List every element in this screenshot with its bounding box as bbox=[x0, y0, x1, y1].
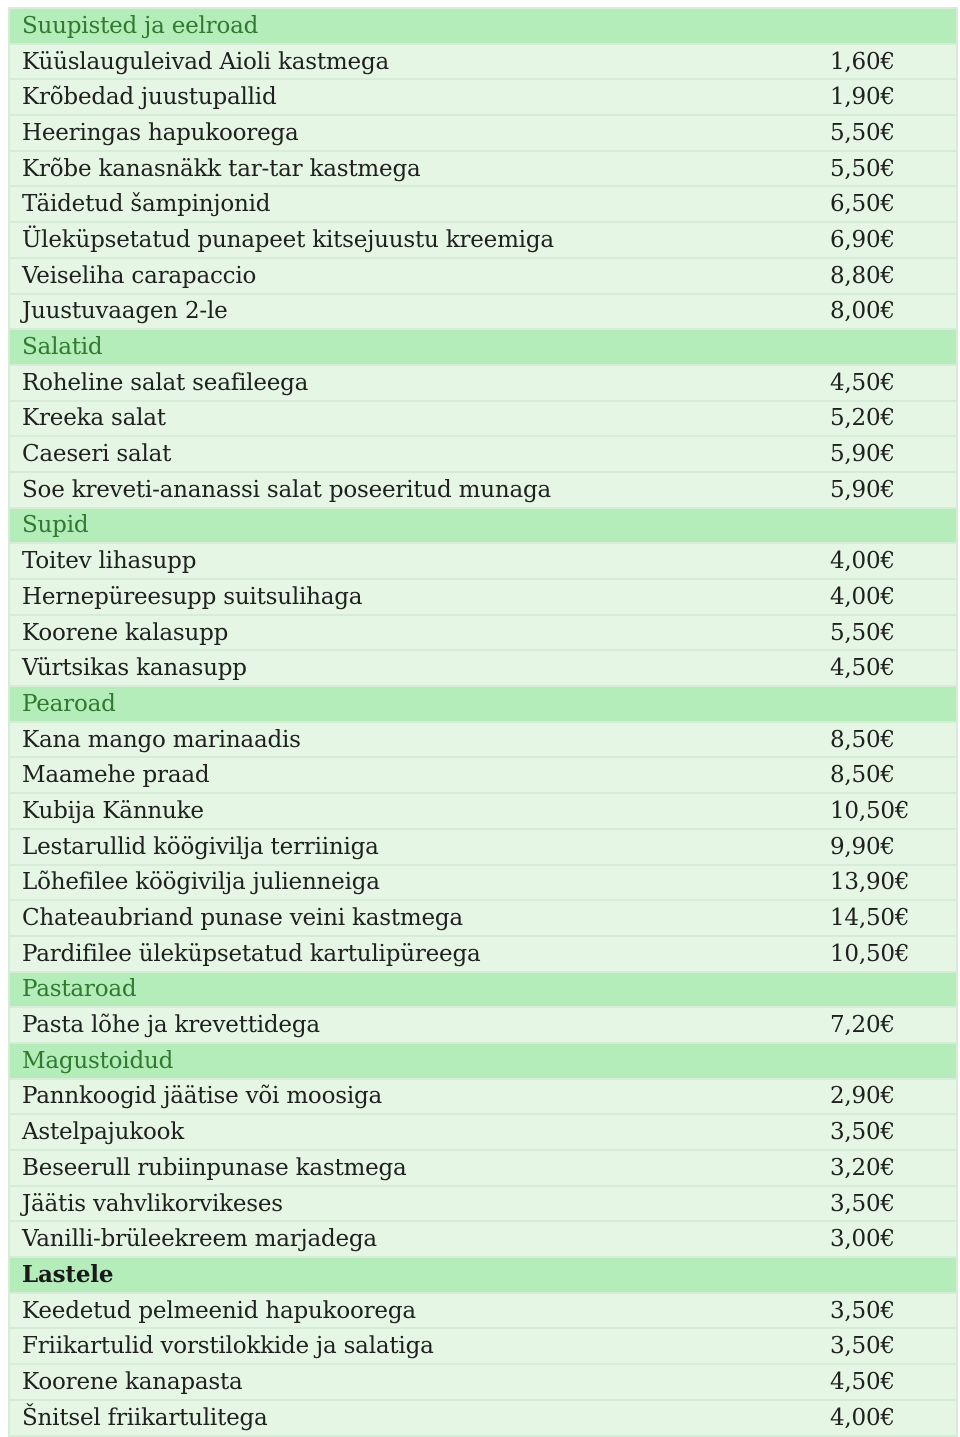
menu-item-row bbox=[10, 1292, 956, 1328]
menu-item-name: Krõbedad juustupallid bbox=[22, 84, 277, 111]
menu-item-price: 5,90€ bbox=[830, 441, 895, 468]
menu-item-row bbox=[10, 649, 956, 685]
menu-item-row bbox=[10, 1113, 956, 1149]
menu-item-price: 4,50€ bbox=[830, 369, 895, 396]
menu-item-row bbox=[10, 542, 956, 578]
menu-item-price: 5,50€ bbox=[830, 619, 895, 646]
section-header bbox=[10, 328, 956, 364]
menu-item-price: 8,00€ bbox=[830, 298, 895, 325]
menu-item-name: Pasta lõhe ja krevettidega bbox=[22, 1012, 320, 1039]
menu-item-price: 5,90€ bbox=[830, 476, 895, 503]
menu-item-price: 9,90€ bbox=[830, 833, 895, 860]
menu-item-name: Astelpajukook bbox=[22, 1119, 184, 1146]
menu-item-price: 6,50€ bbox=[830, 191, 895, 218]
menu-item-name: Kana mango marinaadis bbox=[22, 726, 301, 753]
menu-item-price: 8,50€ bbox=[830, 726, 895, 753]
menu-item-name: Friikartulid vorstilokkide ja salatiga bbox=[22, 1333, 434, 1360]
menu-item-price: 5,50€ bbox=[830, 155, 895, 182]
section-title: Salatid bbox=[22, 334, 103, 361]
menu-item-row bbox=[10, 471, 956, 507]
menu-item-name: Pannkoogid jäätise või moosiga bbox=[22, 1083, 383, 1110]
section-header bbox=[10, 7, 956, 43]
menu-item-row bbox=[10, 257, 956, 293]
menu-item-name: Keedetud pelmeenid hapukoorega bbox=[22, 1297, 416, 1324]
menu-item-name: Maamehe praad bbox=[22, 762, 210, 789]
menu-item-price: 3,50€ bbox=[830, 1119, 895, 1146]
menu-item-name: Hernepüreesupp suitsulihaga bbox=[22, 583, 363, 610]
menu-item-name: Täidetud šampinjonid bbox=[22, 191, 271, 218]
section-header bbox=[10, 1042, 956, 1078]
menu-item-row bbox=[10, 1078, 956, 1114]
menu-item-row bbox=[10, 221, 956, 257]
menu-item-row bbox=[10, 935, 956, 971]
menu-item-name: Vanilli-brüleekreem marjadega bbox=[22, 1226, 377, 1253]
menu-item-price: 14,50€ bbox=[830, 905, 910, 932]
menu-item-row bbox=[10, 435, 956, 471]
menu-item-name: Vürtsikas kanasupp bbox=[22, 655, 247, 682]
menu-item-row bbox=[10, 792, 956, 828]
menu-item-price: 3,20€ bbox=[830, 1154, 895, 1181]
menu-item-name: Caeseri salat bbox=[22, 441, 172, 468]
menu-item-price: 7,20€ bbox=[830, 1012, 895, 1039]
menu-item-price: 4,00€ bbox=[830, 1404, 895, 1431]
section-title: Lastele bbox=[22, 1261, 114, 1289]
menu-item-price: 1,90€ bbox=[830, 84, 895, 111]
menu-item-row bbox=[10, 293, 956, 329]
menu-item-price: 10,50€ bbox=[830, 940, 910, 967]
menu-item-price: 3,50€ bbox=[830, 1333, 895, 1360]
section-header bbox=[10, 1256, 956, 1292]
menu-item-price: 8,80€ bbox=[830, 262, 895, 289]
section-header bbox=[10, 507, 956, 543]
menu-item-row bbox=[10, 614, 956, 650]
menu-item-price: 3,50€ bbox=[830, 1190, 895, 1217]
menu-item-row bbox=[10, 1149, 956, 1185]
section-title: Pearoad bbox=[22, 690, 116, 717]
menu-item-row bbox=[10, 185, 956, 221]
menu-item-row bbox=[10, 756, 956, 792]
menu-item-name: Pardifilee üleküpsetatud kartulipüreega bbox=[22, 940, 481, 967]
menu-item-row bbox=[10, 43, 956, 79]
menu-item-price: 4,50€ bbox=[830, 1368, 895, 1395]
section-header bbox=[10, 971, 956, 1007]
menu-item-row bbox=[10, 78, 956, 114]
menu-item-row bbox=[10, 1399, 956, 1435]
menu-item-row bbox=[10, 899, 956, 935]
menu-item-name: Jäätis vahvlikorvikeses bbox=[22, 1190, 283, 1217]
menu-item-name: Lõhefilee köögivilja julienneiga bbox=[22, 869, 380, 896]
menu-item-price: 3,00€ bbox=[830, 1226, 895, 1253]
menu-item-row bbox=[10, 114, 956, 150]
menu-item-row bbox=[10, 1185, 956, 1221]
menu-item-row bbox=[10, 828, 956, 864]
menu-item-price: 6,90€ bbox=[830, 226, 895, 253]
menu-item-name: Soe kreveti-ananassi salat poseeritud munaga bbox=[22, 476, 552, 503]
menu-item-price: 3,50€ bbox=[830, 1297, 895, 1324]
menu-item-name: Toitev lihasupp bbox=[22, 548, 197, 575]
section-title: Pastaroad bbox=[22, 976, 137, 1003]
menu-item-name: Beseerull rubiinpunase kastmega bbox=[22, 1154, 407, 1181]
menu-item-row bbox=[10, 864, 956, 900]
menu-item-name: Šnitsel friikartulitega bbox=[22, 1404, 268, 1431]
menu-table bbox=[8, 7, 958, 1437]
menu-item-row bbox=[10, 578, 956, 614]
menu-item-price: 5,20€ bbox=[830, 405, 895, 432]
menu-item-row bbox=[10, 1363, 956, 1399]
menu-item-price: 4,00€ bbox=[830, 583, 895, 610]
menu-item-row bbox=[10, 400, 956, 436]
menu-item-name: Kreeka salat bbox=[22, 405, 166, 432]
menu-item-name: Kubija Kännuke bbox=[22, 797, 204, 824]
menu-item-price: 10,50€ bbox=[830, 797, 910, 824]
menu-item-price: 4,50€ bbox=[830, 655, 895, 682]
menu-item-price: 1,60€ bbox=[830, 48, 895, 75]
menu-item-price: 5,50€ bbox=[830, 119, 895, 146]
menu-item-price: 4,00€ bbox=[830, 548, 895, 575]
menu-item-name: Üleküpsetatud punapeet kitsejuustu kreemiga bbox=[22, 226, 554, 253]
menu-item-row bbox=[10, 1220, 956, 1256]
section-header bbox=[10, 685, 956, 721]
menu-item-name: Heeringas hapukoorega bbox=[22, 119, 299, 146]
menu-item-price: 13,90€ bbox=[830, 869, 910, 896]
menu-item-row bbox=[10, 150, 956, 186]
menu-item-name: Veiseliha carapaccio bbox=[22, 262, 257, 289]
menu-item-row bbox=[10, 1327, 956, 1363]
menu-item-row bbox=[10, 1006, 956, 1042]
menu-item-name: Koorene kalasupp bbox=[22, 619, 229, 646]
menu-item-row bbox=[10, 721, 956, 757]
section-title: Supid bbox=[22, 512, 89, 539]
menu-item-name: Küüslauguleivad Aioli kastmega bbox=[22, 48, 389, 75]
menu-item-name: Krõbe kanasnäkk tar-tar kastmega bbox=[22, 155, 421, 182]
menu-item-price: 2,90€ bbox=[830, 1083, 895, 1110]
menu-item-name: Chateaubriand punase veini kastmega bbox=[22, 905, 463, 932]
menu-item-price: 8,50€ bbox=[830, 762, 895, 789]
section-title: Magustoidud bbox=[22, 1047, 174, 1074]
menu-item-name: Juustuvaagen 2-le bbox=[22, 298, 228, 325]
menu-item-name: Lestarullid köögivilja terriiniga bbox=[22, 833, 379, 860]
section-title: Suupisted ja eelroad bbox=[22, 12, 259, 39]
menu-item-name: Koorene kanapasta bbox=[22, 1368, 243, 1395]
menu-item-row bbox=[10, 364, 956, 400]
menu-item-name: Roheline salat seafileega bbox=[22, 369, 309, 396]
